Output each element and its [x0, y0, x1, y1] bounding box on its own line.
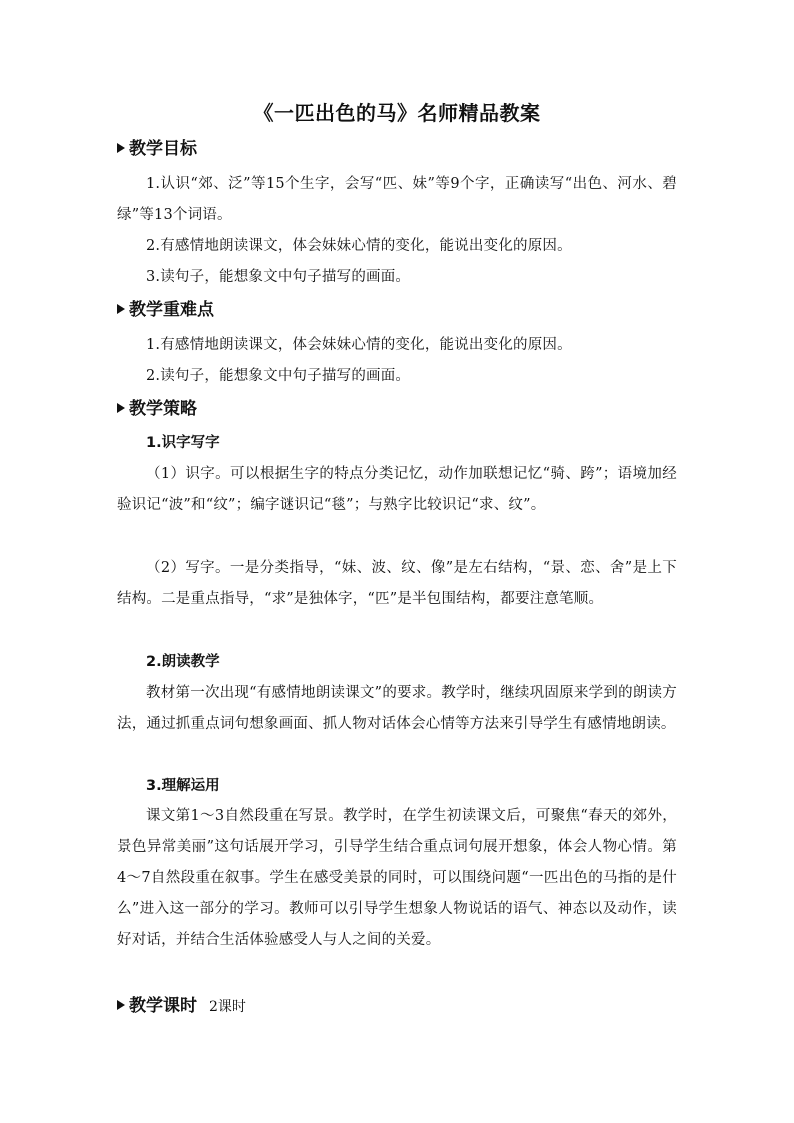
section-heading-key-points-label: 教学重难点 — [129, 300, 214, 320]
section-heading-hours — [117, 994, 246, 1019]
section-heading-strategy — [117, 397, 197, 421]
triangle-bullet-icon — [117, 143, 125, 153]
sub-heading-reading: 2.朗读教学 — [146, 654, 220, 670]
section-heading-hours-label: 教学课时 — [129, 996, 197, 1016]
objective-item-1: 1.认识“郊、泛”等15个生字，会写“匹、妹”等9个字，正确读写“出色、河水、碧绿”等13个词语。 — [117, 176, 677, 223]
comprehension-paragraph: 课文第1～3自然段重在写景。教学时，在学生初读课文后，可聚焦“春天的郊外，景色异常美丽”这句话展开学习，引导学生结合重点词句展开想象，体会人物心情。第4～7自然段重在叙事。学生在感受美景的同时，可以围绕问题“一匹出色的马指的是什么”进入这一部分的学习。教师可以引导学生想象人物说话的语气、神态以及动作，读好对话，并结合生活体验感受人与人之间的关爱。 — [117, 808, 677, 948]
section-heading-key-points — [117, 298, 214, 322]
reading-paragraph: 教材第一次出现“有感情地朗读课文”的要求。教学时，继续巩固原来学到的朗读方法，通过抓重点词句想象画面、抓人物对话体会心情等方法来引导学生有感情地朗读。 — [117, 685, 677, 732]
document-title: 《一匹出色的马》名师精品教案 — [253, 101, 541, 125]
literacy-paragraph-write: （2）写字。一是分类指导，“妹、波、纹、像”是左右结构，“景、恋、舍”是上下结构。二是重点指导，“求”是独体字，“匹”是半包围结构，都要注意笔顺。 — [117, 560, 677, 607]
sub-heading-comprehension: 3.理解运用 — [146, 778, 220, 794]
triangle-bullet-icon — [117, 304, 125, 314]
section-heading-objectives — [117, 137, 197, 161]
key-point-item-2: 2.读句子，能想象文中句子描写的画面。 — [146, 368, 411, 384]
sub-heading-literacy: 1.识字写字 — [146, 435, 220, 451]
section-heading-objectives-label: 教学目标 — [129, 139, 197, 159]
objective-item-3: 3.读句子，能想象文中句子描写的画面。 — [146, 269, 411, 285]
section-heading-strategy-label: 教学策略 — [129, 399, 197, 419]
triangle-bullet-icon — [117, 403, 125, 413]
literacy-paragraph-recognize: （1）识字。可以根据生字的特点分类记忆，动作加联想记忆“骑、跨”；语境加经验识记“波”和“纹”；编字谜识记“毯”；与熟字比较识记“求、纹”。 — [117, 466, 677, 513]
key-point-item-1: 1.有感情地朗读课文，体会妹妹心情的变化，能说出变化的原因。 — [146, 337, 572, 353]
triangle-bullet-icon — [117, 1000, 125, 1010]
objective-item-2: 2.有感情地朗读课文，体会妹妹心情的变化，能说出变化的原因。 — [146, 238, 572, 254]
hours-value: 2课时 — [209, 999, 246, 1015]
